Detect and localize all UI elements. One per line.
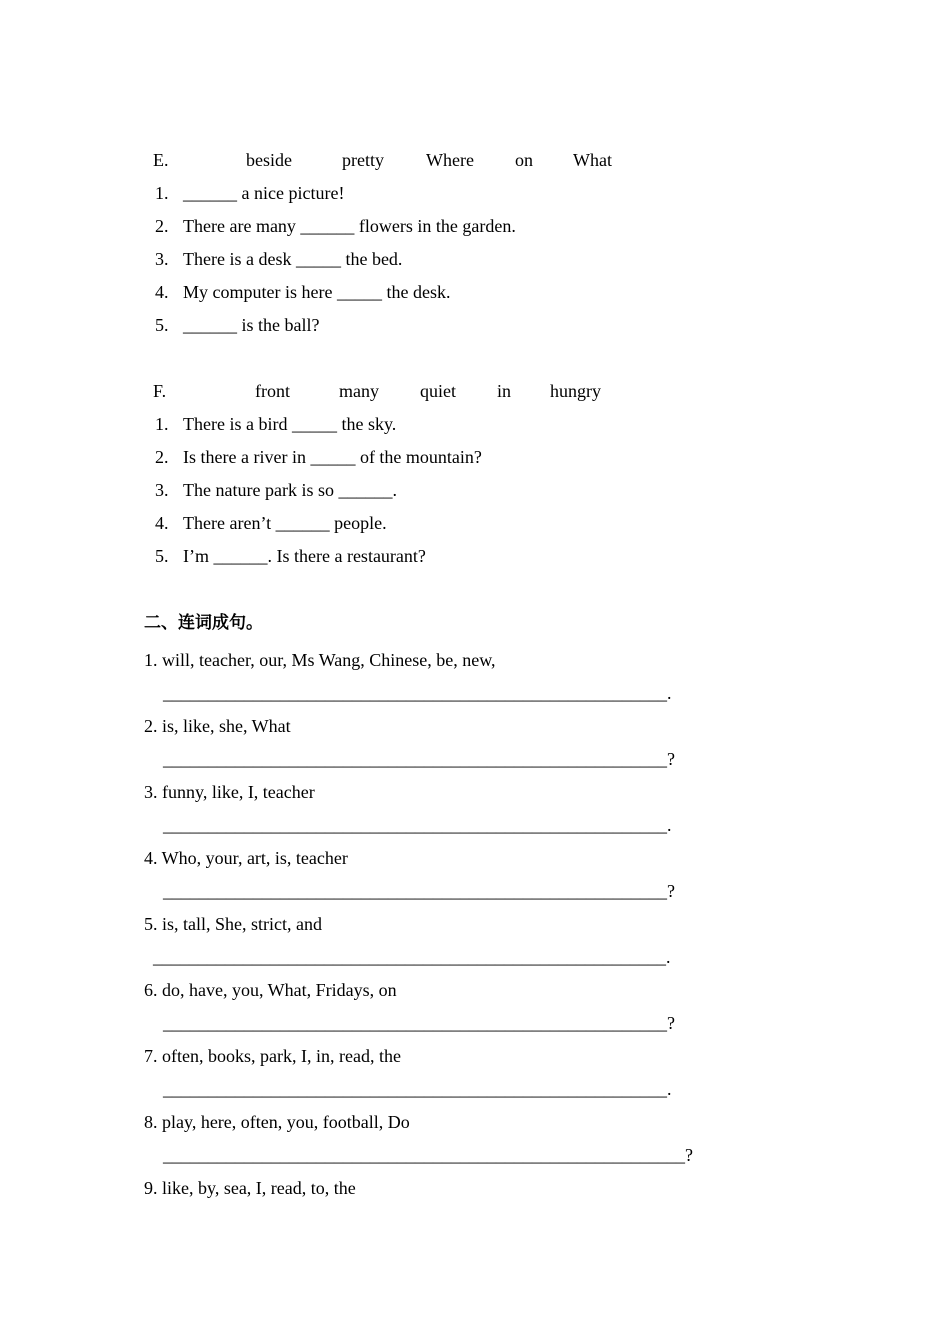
item-number: 1.: [155, 183, 169, 203]
word-prompt: 6. do, have, you, What, Fridays, on: [144, 980, 397, 1000]
word-prompt: 1. will, teacher, our, Ms Wang, Chinese, be, new,: [144, 650, 496, 670]
item-number: 4.: [155, 513, 169, 533]
word-bank-item: Where: [426, 150, 474, 170]
word-bank-item: many: [339, 381, 379, 401]
item-number: 3.: [155, 249, 169, 269]
word-bank-item: front: [255, 381, 290, 401]
word-prompt: 7. often, books, park, I, in, read, the: [144, 1046, 401, 1066]
item-number: 2.: [155, 447, 169, 467]
fill-blank-sentence: The nature park is so ______.: [183, 480, 397, 500]
word-bank-item: pretty: [342, 150, 384, 170]
fill-blank-sentence: ______ a nice picture!: [183, 183, 345, 203]
fill-blank-sentence: I’m ______. Is there a restaurant?: [183, 546, 426, 566]
answer-line: __________________________________________________________?: [163, 1145, 693, 1165]
section-f-label: F.: [153, 381, 167, 401]
section-e-label: E.: [153, 150, 169, 170]
word-prompt: 5. is, tall, She, strict, and: [144, 914, 322, 934]
answer-line: ________________________________________________________?: [163, 749, 675, 769]
answer-line: ________________________________________________________.: [163, 683, 672, 703]
word-bank-item: hungry: [550, 381, 601, 401]
word-prompt: 3. funny, like, I, teacher: [144, 782, 315, 802]
item-number: 3.: [155, 480, 169, 500]
answer-line: ________________________________________________________?: [163, 1013, 675, 1033]
item-number: 2.: [155, 216, 169, 236]
fill-blank-sentence: There is a desk _____ the bed.: [183, 249, 403, 269]
word-prompt: 8. play, here, often, you, football, Do: [144, 1112, 410, 1132]
item-number: 4.: [155, 282, 169, 302]
answer-line: _________________________________________________________.: [153, 947, 671, 967]
fill-blank-sentence: Is there a river in _____ of the mountain?: [183, 447, 482, 467]
answer-line: ________________________________________________________.: [163, 815, 672, 835]
word-prompt: 9. like, by, sea, I, read, to, the: [144, 1178, 356, 1198]
word-bank-item: in: [497, 381, 512, 401]
word-prompt: 2. is, like, she, What: [144, 716, 291, 736]
section-heading: 二、连词成句。: [144, 613, 263, 633]
fill-blank-sentence: There aren’t ______ people.: [183, 513, 387, 533]
answer-line: ________________________________________________________?: [163, 881, 675, 901]
item-number: 5.: [155, 315, 169, 335]
item-number: 5.: [155, 546, 169, 566]
word-bank-item: beside: [246, 150, 292, 170]
fill-blank-sentence: There is a bird _____ the sky.: [183, 414, 397, 434]
item-number: 1.: [155, 414, 169, 434]
word-prompt: 4. Who, your, art, is, teacher: [144, 848, 348, 868]
word-bank-item: What: [573, 150, 612, 170]
fill-blank-sentence: There are many ______ flowers in the garden.: [183, 216, 516, 236]
word-bank-item: quiet: [420, 381, 456, 401]
fill-blank-sentence: My computer is here _____ the desk.: [183, 282, 451, 302]
word-bank-item: on: [515, 150, 533, 170]
answer-line: ________________________________________________________.: [163, 1079, 672, 1099]
fill-blank-sentence: ______ is the ball?: [183, 315, 320, 335]
